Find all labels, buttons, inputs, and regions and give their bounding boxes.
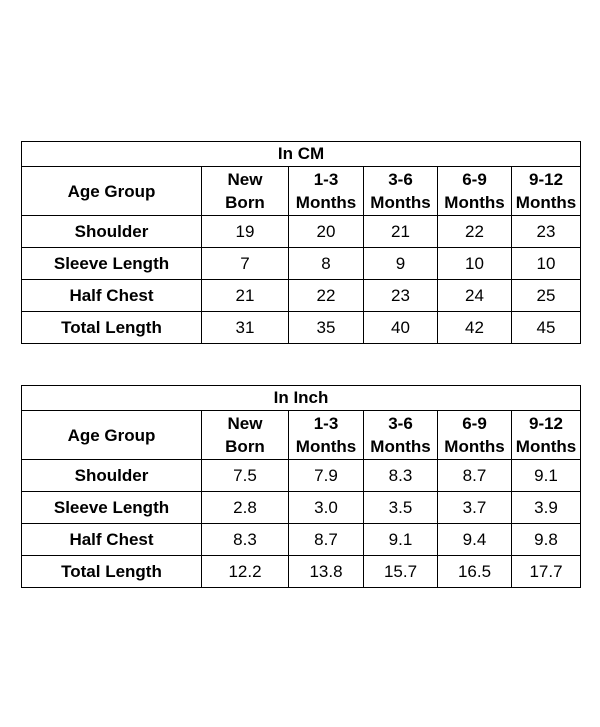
table-title: In Inch bbox=[22, 386, 581, 411]
header-line1: New bbox=[227, 170, 263, 189]
header-line2: Months bbox=[295, 193, 357, 212]
header-line2: Born bbox=[225, 437, 265, 456]
table-cell: 20 bbox=[289, 216, 364, 248]
table-cell: 23 bbox=[364, 280, 438, 312]
row-label: Shoulder bbox=[22, 460, 202, 492]
header-line2: Months bbox=[515, 437, 577, 456]
header-line1: 6-9 bbox=[462, 414, 487, 433]
table-cell: 21 bbox=[364, 216, 438, 248]
header-age-group: Age Group bbox=[22, 167, 202, 216]
table-cell: 3.5 bbox=[364, 492, 438, 524]
header-cell bbox=[202, 411, 289, 460]
size-table-inch bbox=[21, 385, 581, 588]
header-age-group: Age Group bbox=[22, 411, 202, 460]
table-cell: 10 bbox=[438, 248, 512, 280]
table-cell: 8.3 bbox=[202, 524, 289, 556]
table-cell: 31 bbox=[202, 312, 289, 344]
table-cell: 23 bbox=[512, 216, 581, 248]
header-line2: Months bbox=[295, 437, 357, 456]
table-cell: 16.5 bbox=[438, 556, 512, 588]
table-row bbox=[22, 524, 581, 556]
row-label: Total Length bbox=[22, 312, 202, 344]
header-line1: 9-12 bbox=[529, 170, 564, 189]
table-row bbox=[22, 312, 581, 344]
header-cell bbox=[289, 167, 364, 216]
header-line2: Months bbox=[370, 193, 431, 212]
header-cell bbox=[438, 411, 512, 460]
table-cell: 15.7 bbox=[364, 556, 438, 588]
header-line1: 1-3 bbox=[313, 170, 339, 189]
table-cell: 21 bbox=[202, 280, 289, 312]
table-cell: 8.3 bbox=[364, 460, 438, 492]
table-cell: 3.7 bbox=[438, 492, 512, 524]
table-cell: 3.9 bbox=[512, 492, 581, 524]
table-row bbox=[22, 460, 581, 492]
header-line1: 3-6 bbox=[388, 414, 413, 433]
table-cell: 9 bbox=[364, 248, 438, 280]
table-cell: 12.2 bbox=[202, 556, 289, 588]
table-cell: 7.5 bbox=[202, 460, 289, 492]
table-row bbox=[22, 280, 581, 312]
table-title-row bbox=[22, 142, 581, 167]
row-label: Half Chest bbox=[22, 280, 202, 312]
table-title: In CM bbox=[22, 142, 581, 167]
row-label: Shoulder bbox=[22, 216, 202, 248]
row-label: Total Length bbox=[22, 556, 202, 588]
table-cell: 9.1 bbox=[364, 524, 438, 556]
table-cell: 24 bbox=[438, 280, 512, 312]
header-line2: Months bbox=[370, 437, 431, 456]
header-cell bbox=[364, 411, 438, 460]
table-header-row bbox=[22, 167, 581, 216]
header-cell bbox=[438, 167, 512, 216]
size-table-cm bbox=[21, 141, 581, 344]
header-line1: 9-12 bbox=[528, 414, 564, 433]
header-cell bbox=[512, 411, 581, 460]
table-cell: 25 bbox=[512, 280, 581, 312]
header-line2: Months bbox=[444, 437, 505, 456]
table-cell: 45 bbox=[512, 312, 581, 344]
table-cell: 22 bbox=[289, 280, 364, 312]
table-cell: 13.8 bbox=[289, 556, 364, 588]
table-row bbox=[22, 248, 581, 280]
table-cell: 8.7 bbox=[438, 460, 512, 492]
header-line1: 6-9 bbox=[462, 170, 487, 189]
table-cell: 42 bbox=[438, 312, 512, 344]
table-row bbox=[22, 216, 581, 248]
header-cell bbox=[364, 167, 438, 216]
table-row bbox=[22, 556, 581, 588]
header-cell bbox=[202, 167, 289, 216]
table-cell: 22 bbox=[438, 216, 512, 248]
header-line2: Months bbox=[515, 193, 577, 212]
table-cell: 2.8 bbox=[202, 492, 289, 524]
header-line1: 1-3 bbox=[313, 414, 339, 433]
table-cell: 7 bbox=[202, 248, 289, 280]
table-row bbox=[22, 492, 581, 524]
header-line2: Born bbox=[225, 193, 265, 212]
table-cell: 7.9 bbox=[289, 460, 364, 492]
table-cell: 9.1 bbox=[512, 460, 581, 492]
table-cell: 8.7 bbox=[289, 524, 364, 556]
header-cell bbox=[289, 411, 364, 460]
row-label: Sleeve Length bbox=[22, 248, 202, 280]
table-cell: 17.7 bbox=[512, 556, 581, 588]
header-line1: 3-6 bbox=[388, 170, 413, 189]
header-line1: New bbox=[227, 414, 263, 433]
table-cell: 3.0 bbox=[289, 492, 364, 524]
table-cell: 9.8 bbox=[512, 524, 581, 556]
header-cell bbox=[512, 167, 581, 216]
table-title-row bbox=[22, 386, 581, 411]
table-cell: 8 bbox=[289, 248, 364, 280]
table-cell: 40 bbox=[364, 312, 438, 344]
row-label: Half Chest bbox=[22, 524, 202, 556]
table-header-row bbox=[22, 411, 581, 460]
table-cell: 9.4 bbox=[438, 524, 512, 556]
row-label: Sleeve Length bbox=[22, 492, 202, 524]
header-line2: Months bbox=[444, 193, 505, 212]
table-cell: 10 bbox=[512, 248, 581, 280]
table-cell: 19 bbox=[202, 216, 289, 248]
table-cell: 35 bbox=[289, 312, 364, 344]
